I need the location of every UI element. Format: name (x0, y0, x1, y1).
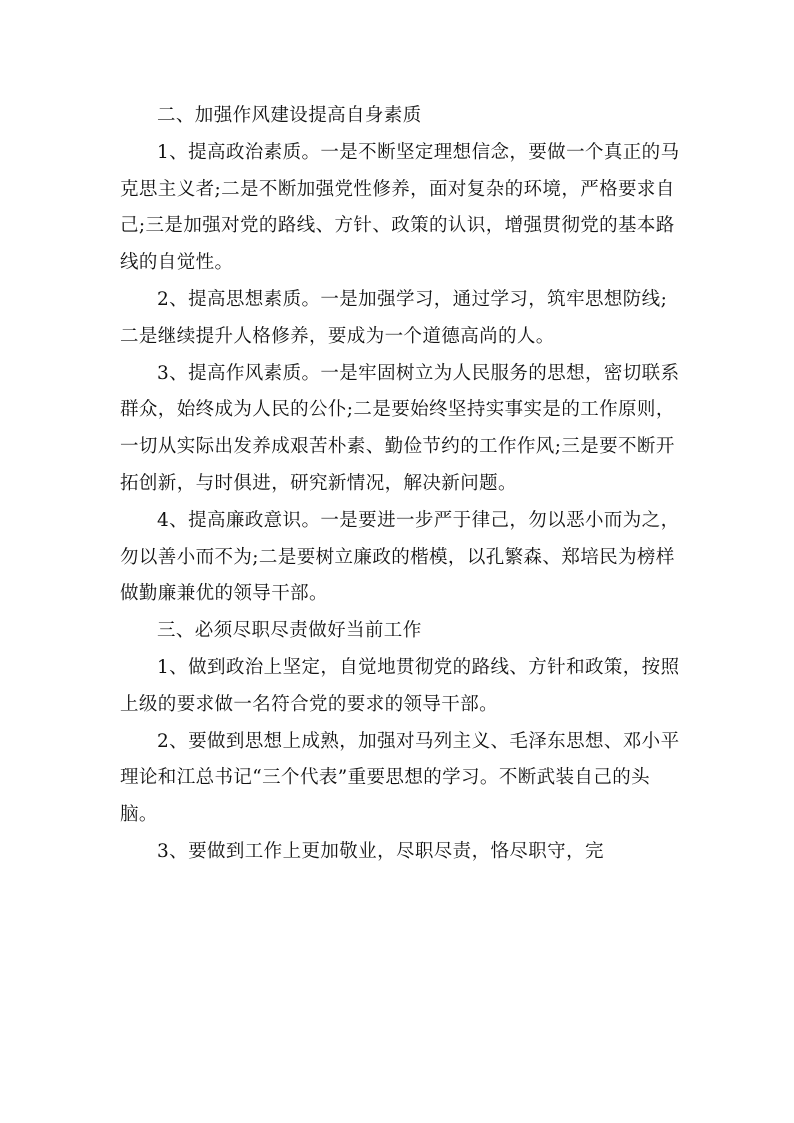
paragraph-ideological-quality: 2、提高思想素质。一是加强学习，通过学习，筑牢思想防线;二是继续提升人格修养，要成为一个道德高尚的人。 (120, 288, 668, 347)
paragraph-political-firmness: 1、做到政治上坚定，自觉地贯彻党的路线、方针和政策，按照上级的要求做一名符合党的要求的领导干部。 (120, 656, 680, 715)
paragraph-work-style-quality: 3、提高作风素质。一是牢固树立为人民服务的思想，密切联系群众，始终成为人民的公仆;二是要始终坚持实事实是的工作原则，一切从实际出发养成艰苦朴素、勤俭节约的工作作风;三是要不断开拓创新，与时俱进，研究新情况，解决新问题。 (120, 362, 680, 494)
paragraph-work-dedication: 3、要做到工作上更加敬业，尽职尽责，恪尽职守，完 (157, 840, 604, 862)
section-heading-3: 三、必须尽职尽责做好当前工作 (157, 620, 422, 642)
paragraph-political-quality: 1、提高政治素质。一是不断坚定理想信念，要做一个真正的马克思主义者;二是不断加强党性修养，面对复杂的环境，严格要求自己;三是加强对党的路线、方针、政策的认识，增强贯彻党的基本路线的自觉性。 (120, 141, 680, 274)
paragraph-integrity-awareness: 4、提高廉政意识。一是要进一步严于律己，勿以恶小而为之，勿以善小而不为;二是要树立廉政的楷模，以孔繁森、郑培民为榜样做勤廉兼优的领导干部。 (120, 509, 680, 605)
paragraph-ideological-maturity: 2、要做到思想上成熟，加强对马列主义、毛泽东思想、邓小平理论和江总书记“三个代表”重要思想的学习。不断武装自己的头脑。 (120, 730, 680, 826)
section-heading-2: 二、加强作风建设提高自身素质 (157, 105, 422, 126)
document-body (120, 98, 685, 871)
